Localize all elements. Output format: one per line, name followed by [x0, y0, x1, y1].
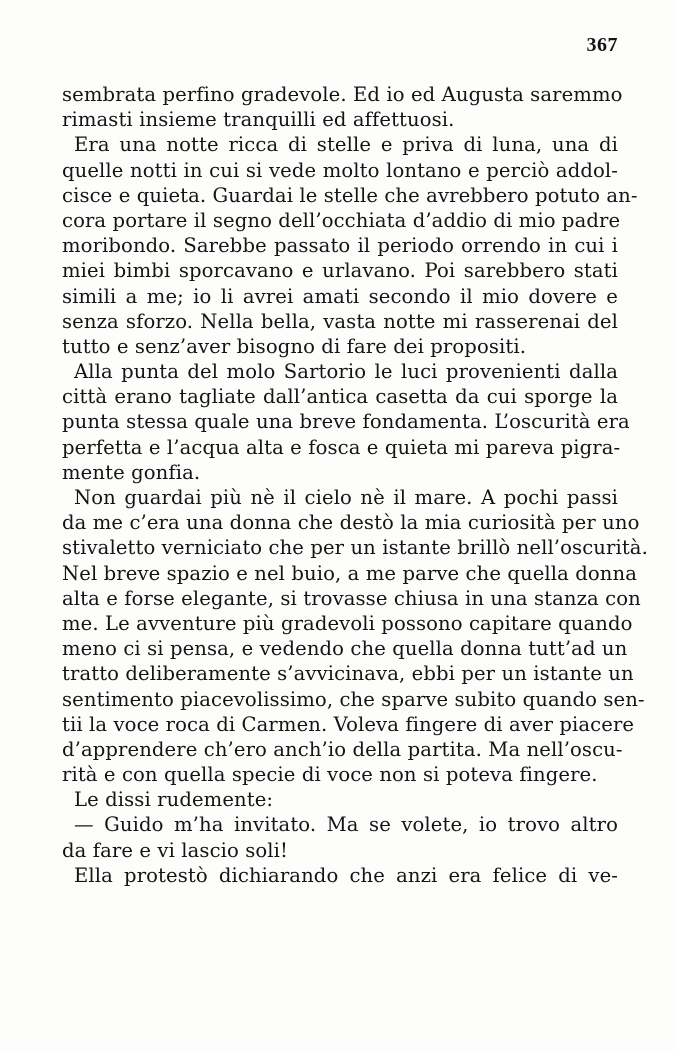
- text-line: d’apprendere ch’ero anch’io della partita. Ma nell’oscu-: [62, 737, 623, 761]
- text-line: Nel breve spazio e nel buio, a me parve che quella donna: [62, 561, 638, 585]
- text-line: città erano tagliate dall’antica casetta da cui sporge la: [62, 385, 618, 409]
- text-line: sentimento piacevolissimo, che sparve subito quando sen-: [62, 687, 645, 711]
- text-line: me. Le avventure più gradevoli possono capitare quando: [62, 611, 633, 635]
- text-line: Non guardai più nè il cielo nè il mare. A pochi passi: [74, 486, 618, 509]
- text-line: sembrata perfino gradevole. Ed io ed Augusta saremmo: [62, 83, 623, 106]
- text-line: alta e forse elegante, si trovasse chiusa in una stanza con: [62, 586, 641, 610]
- text-line: da me c’era una donna che destò la mia curiosità per uno: [62, 511, 640, 535]
- text-line: — Guido m’ha invitato. Ma se volete, io trovo altro: [74, 813, 618, 837]
- text-line: perfetta e l’acqua alta e fosca e quieta mi pareva pigra-: [62, 435, 621, 459]
- text-line: Le dissi rudemente:: [74, 788, 274, 812]
- text-line: miei bimbi sporcavano e urlavano. Poi sarebbero stati: [62, 259, 618, 283]
- text-line: mente gonfia.: [62, 460, 201, 484]
- text-line: tii la voce roca di Carmen. Voleva fingere di aver piacere: [62, 712, 635, 736]
- text-line: moribondo. Sarebbe passato il periodo orrendo in cui i: [62, 234, 618, 258]
- text-line: cisce e quieta. Guardai le stelle che avrebbero potuto an-: [62, 183, 638, 207]
- page-number: 367: [586, 34, 618, 56]
- text-line: Era una notte ricca di stelle e priva di luna, una di: [74, 133, 618, 157]
- text-line: tratto deliberamente s’avvicinava, ebbi per un istante un: [62, 662, 634, 686]
- text-line: da fare e vi lascio soli!: [62, 838, 288, 862]
- text-line: simili a me; io li avrei amati secondo il mio dovere e: [62, 284, 618, 308]
- text-line: senza sforzo. Nella bella, vasta notte mi rasserenai del: [62, 309, 618, 333]
- text-line: quelle notti in cui si vede molto lontano e perciò addol-: [62, 158, 618, 182]
- text-line: meno ci si pensa, e vedendo che quella donna tutt’ad un: [62, 637, 628, 661]
- text-line: Alla punta del molo Sartorio le luci provenienti dalla: [74, 360, 618, 384]
- body-text: [62, 82, 648, 888]
- text-line: rità e con quella specie di voce non si poteva fingere.: [62, 763, 598, 787]
- text-line: Ella protestò dichiarando che anzi era felice di ve-: [74, 863, 618, 887]
- text-line: tutto e senz’aver bisogno di fare dei propositi.: [62, 334, 527, 358]
- text-line: punta stessa quale una breve fondamenta. L’oscurità era: [62, 410, 630, 434]
- text-line: stivaletto verniciato che per un istante brillò nell’oscurità.: [62, 536, 648, 560]
- text-line: cora portare il segno dell’occhiata d’addio di mio padre: [62, 208, 621, 232]
- text-line: rimasti insieme tranquilli ed affettuosi.: [62, 108, 455, 132]
